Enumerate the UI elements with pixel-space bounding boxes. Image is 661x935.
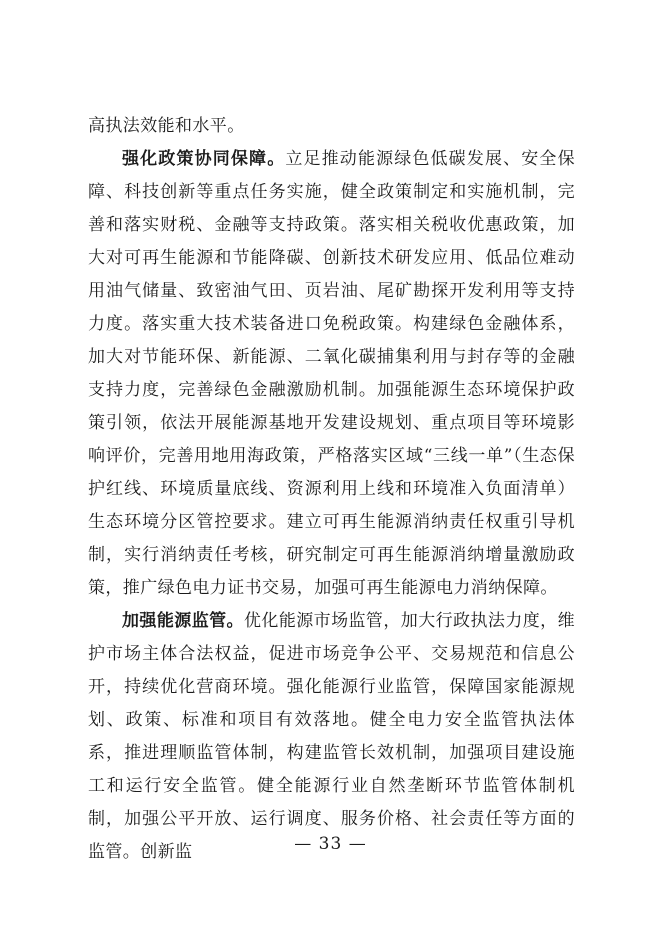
page-number: — 33 — [294, 834, 367, 854]
document-body [88, 110, 575, 869]
paragraph-body-policy-support: 立足推动能源绿色低碳发展、安全保障、科技创新等重点任务实施，健全政策制定和实施机制，完善和落实财税、金融等支持政策。落实相关税收优惠政策，加大对可再生能源和节能降碳、创新技术研发应用、低品位难动用油气储量、致密油气田、页岩油、尾矿勘探开发利用等支持力度。落实重大技术装备进口免税政策。构建绿色金融体系，加大对节能环保、新能源、二氧化碳捕集利用与封存等的金融支持力度，完善绿色金融激励机制。加强能源生态环境保护政策引领，依法开展能源基地开发建设规划、重点项目等环境影响评价，完善用地用海政策，严格落实区域“三线一单”（生态保护红线、环境质量底线、资源利用上线和环境准入负面清单）生态环境分区管控要求。建立可再生能源消纳责任权重引导机制，实行消纳责任考核，研究制定可再生能源消纳增量激励政策，推广绿色电力证书交易，加强可再生能源电力消纳保障。 [88, 149, 575, 598]
paragraph-continuation [88, 110, 575, 143]
paragraph-lead-policy-support: 强化政策协同保障。 [122, 149, 286, 169]
continuation-text: 高执法效能和水平。 [88, 116, 245, 136]
paragraph-body-energy-regulation: 优化能源市场监管，加大行政执法力度，维护市场主体合法权益，促进市场竞争公平、交易规范和信息公开，持续优化营商环境。强化能源行业监管，保障国家能源规划、政策、标准和项目有效落地。健全电力安全监管执法体系，推进理顺监管体制，构建监管长效机制，加强项目建设施工和运行安全监管。健全能源行业自然垄断环节监管体制机制，加强公平开放、运行调度、服务价格、社会责任等方面的监管。创新监 [88, 611, 575, 862]
paragraph-lead-energy-regulation: 加强能源监管。 [122, 611, 244, 631]
paragraph-policy-support [88, 143, 575, 605]
paragraph-energy-regulation [88, 605, 575, 869]
